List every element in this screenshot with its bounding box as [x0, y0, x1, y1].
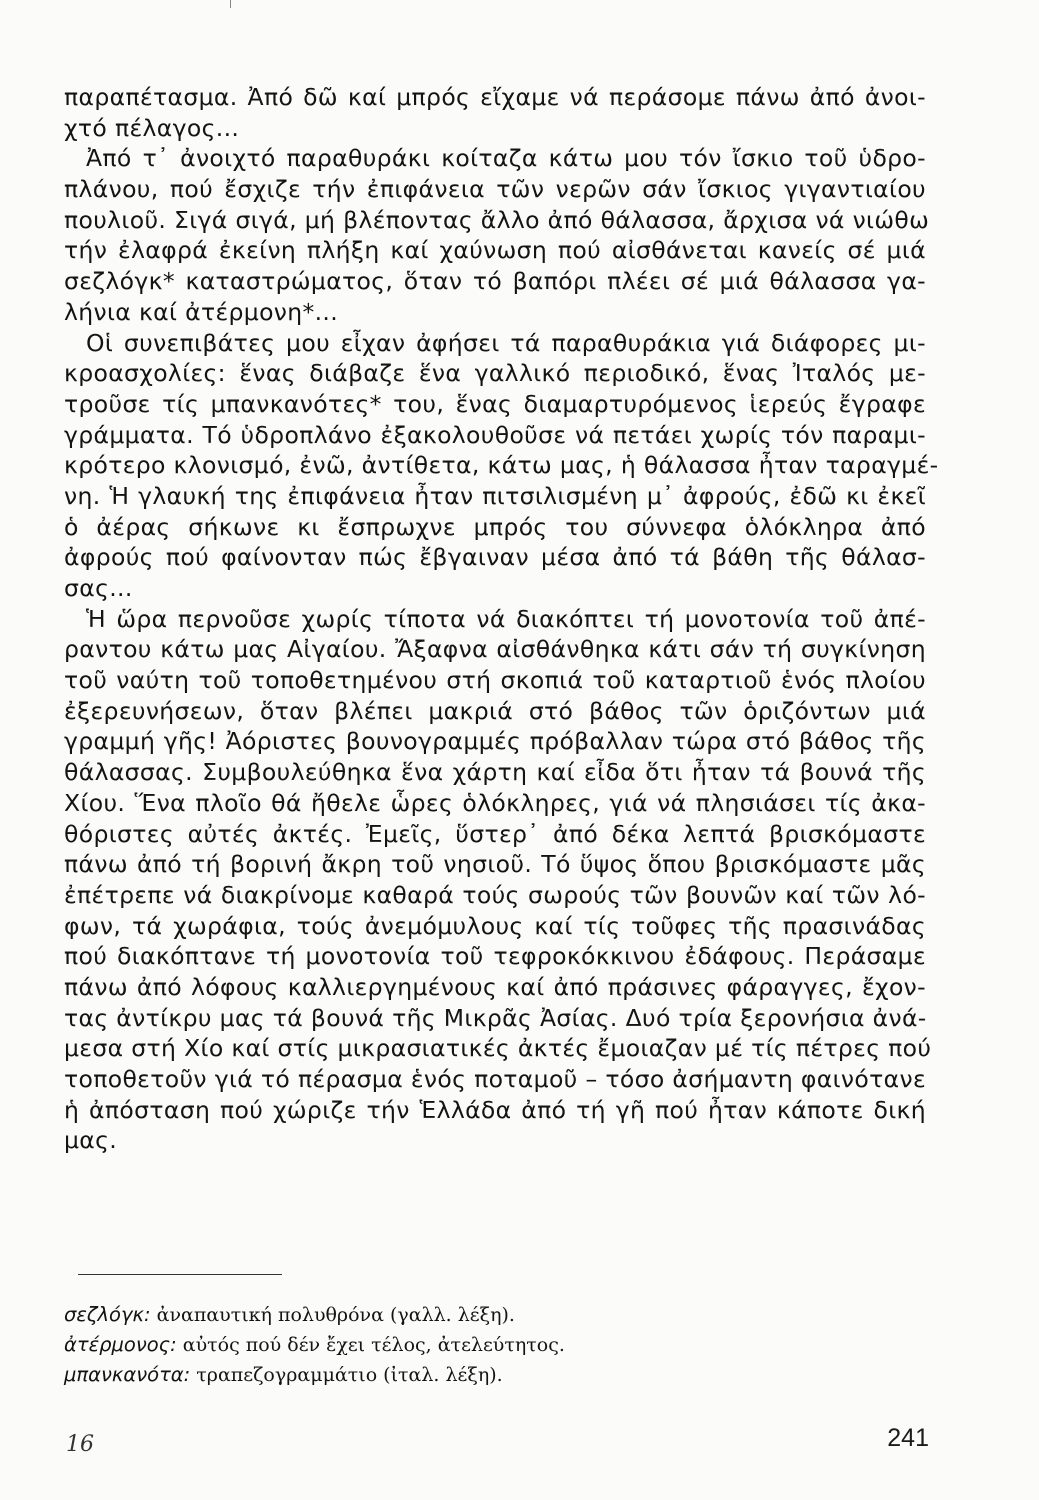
text-line: κρότερο κλονισμό, ἐνῶ, ἀντίθετα, κάτω μας, ἡ θάλασσα ἦταν ταραγμέ- — [64, 451, 939, 480]
text-line: τας ἀντίκρυ μας τά βουνά τῆς Μικρᾶς Ἀσίας. Δυό τρία ξερονήσια ἀνά- — [64, 1003, 927, 1032]
footnote-definition: αὐτός πού δέν ἔχει τέλος, ἀτελεύτητος. — [182, 1334, 565, 1356]
text-line: γραμμή γῆς! Ἀόριστες βουνογραμμές πρόβαλλαν τώρα στό βάθος τῆς — [64, 727, 926, 756]
text-line: θόριστες αὐτές ἀκτές. Ἐμεῖς, ὕστερ᾽ ἀπό δέκα λεπτά βρισκόμαστε — [64, 819, 926, 848]
text-line: πάνω ἀπό τή βορινή ἄκρη τοῦ νησιοῦ. Τό ὕψος ὅπου βρισκόμαστε μᾶς — [64, 850, 926, 879]
scan-mark — [230, 0, 231, 8]
text-line: γράμματα. Τό ὑδροπλάνο ἐξακολουθοῦσε νά πετάει χωρίς τόν παραμι- — [64, 420, 926, 449]
footnote — [64, 1330, 864, 1360]
text-line: λήνια καί ἀτέρμονη*... — [64, 297, 339, 326]
footnote-definition: ἀναπαυτική πολυθρόνα (γαλλ. λέξη). — [156, 1304, 515, 1326]
text-line: χτό πέλαγος... — [64, 113, 240, 142]
footnote-definition: τραπεζογραμμάτιο (ἰταλ. λέξη). — [196, 1364, 503, 1386]
text-line: Ἡ ὥρα περνοῦσε χωρίς τίποτα νά διακόπτει τή μονοτονία τοῦ ἀπέ- — [86, 604, 926, 633]
footnote-term: σεζλόγκ: — [64, 1303, 151, 1326]
text-line: ἡ ἀπόσταση πού χώριζε τήν Ἑλλάδα ἀπό τή γῆ πού ἦταν κάποτε δική — [64, 1095, 926, 1124]
footnote-divider — [78, 1274, 282, 1275]
text-line: τοποθετοῦν γιά τό πέρασμα ἑνός ποταμοῦ – τόσο ἀσήμαντη φαινότανε — [64, 1065, 926, 1093]
footnotes — [64, 1300, 864, 1390]
footnote-term: μπανκανότα: — [64, 1363, 191, 1386]
text-line: πάνω ἀπό λόφους καλλιεργημένους καί ἀπό πράσινες φάραγγες, ἔχον- — [64, 972, 926, 1001]
text-line: θάλασσας. Συμβουλεύθηκα ἕνα χάρτη καί εἶδα ὅτι ἦταν τά βουνά τῆς — [64, 758, 926, 787]
text-line: νη. Ἡ γλαυκή της ἐπιφάνεια ἦταν πιτσιλισμένη μ᾽ ἀφρούς, ἐδῶ κι ἐκεῖ — [64, 481, 926, 510]
text-line: σας... — [64, 574, 133, 602]
text-line: μας. — [64, 1126, 118, 1155]
text-line: τοῦ ναύτη τοῦ τοποθετημένου στή σκοπιά τοῦ καταρτιοῦ ἑνός πλοίου — [64, 666, 926, 695]
text-line: ἀφρούς πού φαίνονταν πώς ἔβγαιναν μέσα ἀπό τά βάθη τῆς θάλασ- — [64, 543, 926, 572]
footnote — [64, 1300, 864, 1330]
printer-signature: 16 — [66, 1432, 94, 1457]
text-line: παραπέτασμα. Ἀπό δῶ καί μπρός εἴχαμε νά περάσομε πάνω ἀπό ἀνοι- — [64, 83, 926, 111]
text-line: ὁ ἀέρας σήκωνε κι ἔσπρωχνε μπρός του σύννεφα ὁλόκληρα ἀπό — [64, 512, 926, 541]
text-line: Οἱ συνεπιβάτες μου εἶχαν ἀφήσει τά παραθυράκια γιά διάφορες μι- — [86, 328, 926, 357]
text-line: πλάνου, πού ἔσχιζε τήν ἐπιφάνεια τῶν νερῶν σάν ἴσκιος γιγαντιαίου — [64, 175, 926, 204]
text-line: φων, τά χωράφια, τούς ἀνεμόμυλους καί τίς τοῦφες τῆς πρασινάδας — [64, 911, 926, 940]
text-line: πού διακόπτανε τή μονοτονία τοῦ τεφροκόκκινου ἐδάφους. Περάσαμε — [64, 942, 926, 971]
text-line: μεσα στή Χίο καί στίς μικρασιατικές ἀκτές ἔμοιαζαν μέ τίς πέτρες πού — [64, 1034, 932, 1063]
text-line: τήν ἐλαφρά ἐκείνη πλήξη καί χαύνωση πού αἰσθάνεται κανείς σέ μιά — [64, 236, 926, 265]
body-text — [64, 82, 939, 1156]
text-line: σεζλόγκ* καταστρώματος, ὅταν τό βαπόρι πλέει σέ μιά θάλασσα γα- — [64, 267, 926, 296]
footnote-term: ἀτέρμονος: — [64, 1333, 177, 1356]
text-line: πουλιοῦ. Σιγά σιγά, μή βλέποντας ἄλλο ἀπό θάλασσα, ἄρχισα νά νιώθω — [64, 205, 930, 234]
text-line: κροασχολίες: ἕνας διάβαζε ἕνα γαλλικό περιοδικό, ἕνας Ἰταλός με- — [64, 359, 926, 388]
text-line: Ἀπό τ᾽ ἀνοιχτό παραθυράκι κοίταζα κάτω μου τόν ἴσκιο τοῦ ὑδρο- — [86, 144, 926, 173]
footnote — [64, 1360, 864, 1390]
text-line: ραντου κάτω μας Αἰγαίου. Ἄξαφνα αἰσθάνθηκα κάτι σάν τή συγκίνηση — [64, 635, 926, 664]
text-line: ἐξερευνήσεων, ὅταν βλέπει μακριά στό βάθος τῶν ὁριζόντων μιά — [64, 696, 926, 725]
text-line: Χίου. Ἕνα πλοῖο θά ἤθελε ὧρες ὁλόκληρες, γιά νά πλησιάσει τίς ἀκα- — [64, 788, 926, 817]
text-line: τροῦσε τίς μπανκανότες* του, ἕνας διαμαρτυρόμενος ἱερεύς ἔγραφε — [64, 389, 926, 418]
page-number: 241 — [887, 1424, 929, 1452]
text-line: ἐπέτρεπε νά διακρίνομε καθαρά τούς σωρούς τῶν βουνῶν καί τῶν λό- — [64, 880, 926, 909]
